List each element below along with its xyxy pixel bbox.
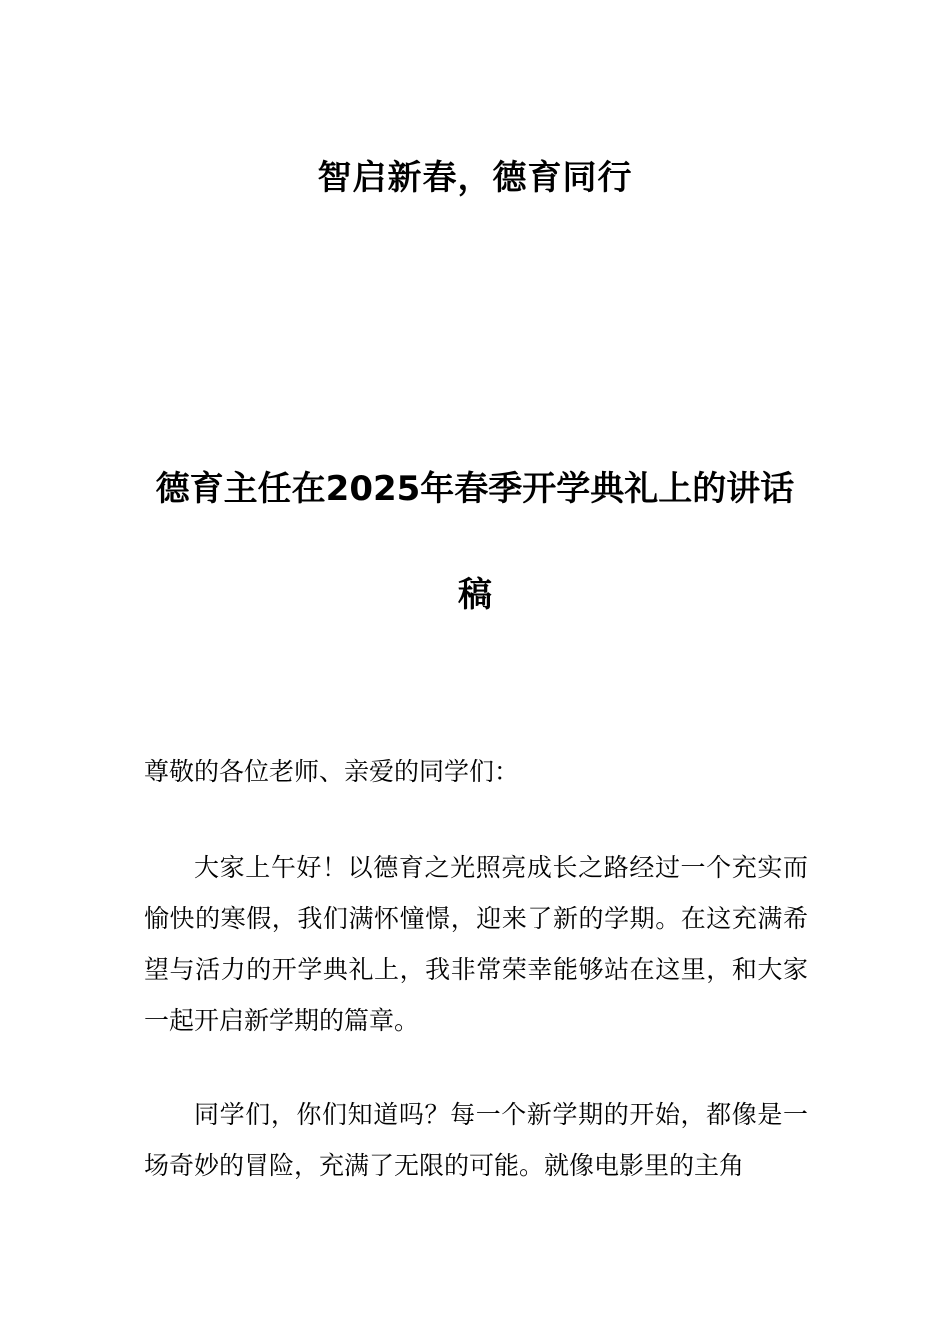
paragraph-1: 大家上午好！以德育之光照亮成长之路经过一个充实而愉快的寒假，我们满怀憧憬，迎来了新的学期。在这充满希望与活力的开学典礼上，我非常荣幸能够站在这里，和大家一起开启新学期的篇章。 bbox=[144, 853, 808, 1035]
salutation: 尊敬的各位老师、亲爱的同学们： bbox=[144, 757, 520, 786]
document-title: 德育主任在2025年春季开学典礼上的讲话稿 bbox=[155, 469, 795, 615]
paragraph-2: 同学们，你们知道吗？每一个新学期的开始，都像是一场奇妙的冒险，充满了无限的可能。就像电影里的主角 bbox=[144, 1100, 808, 1180]
document-headline: 智启新春，德育同行 bbox=[317, 158, 633, 198]
